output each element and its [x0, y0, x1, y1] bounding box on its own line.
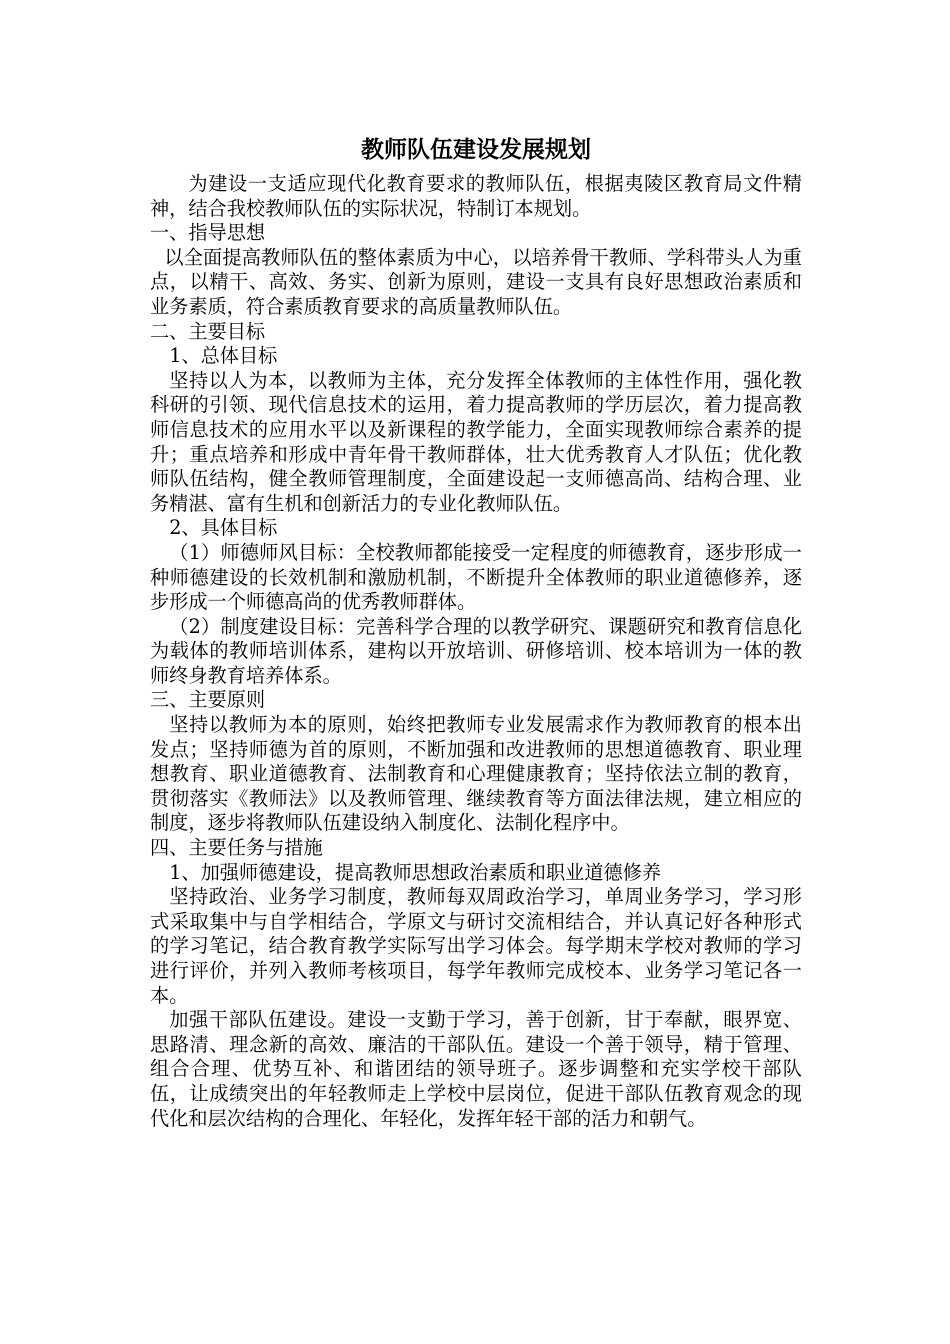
document-title: 教师队伍建设发展规划 — [361, 137, 591, 163]
principles-paragraph: 坚持以教师为本的原则，始终把教师专业发展需求作为教师教育的根本出发点；坚持师德为首的原则，不断加强和改进教师的思想道德教育、职业理想教育、职业道德教育、法制教育和心理健康教育；坚持依法立制的教育，贯彻落实《教师法》以及教师管理、继续教育等方面法律法规，建立相应的制度，逐步将教师队伍建设纳入制度化、法制化程序中。 — [150, 713, 802, 835]
subheading-ethics-building: 1、加强师德建设，提高教师思想政治素质和职业道德修养 — [169, 860, 662, 884]
document-body — [150, 172, 802, 1131]
document-page — [150, 128, 802, 1131]
overall-goal-paragraph: 坚持以人为本，以教师为主体，充分发挥全体教师的主体性作用，强化教科研的引领、现代信息技术的运用，着力提高教师的学历层次，着力提高教师信息技术的应用水平以及新课程的教学能力，全面实现教师综合素养的提升；重点培养和形成中青年骨干教师群体，壮大优秀教育人才队伍；优化教师队伍结构，健全教师管理制度，全面建设起一支师德高尚、结构合理、业务精湛、富有生机和创新活力的专业化教师队伍。 — [150, 368, 802, 515]
section-heading-guiding-ideology: 一、指导思想 — [150, 221, 266, 245]
ethics-goal-paragraph: （1）师德师风目标：全校教师都能接受一定程度的师德教育，逐步形成一种师德建设的长效机制和激励机制，不断提升全体教师的职业道德修养，逐步形成一个师德高尚的优秀教师群体。 — [150, 540, 802, 614]
subheading-overall-goal: 1、总体目标 — [169, 344, 278, 368]
section-heading-main-goals: 二、主要目标 — [150, 319, 266, 343]
cadre-building-paragraph: 加强干部队伍建设。建设一支勤于学习，善于创新，甘于奉献，眼界宽、思路清、理念新的高效、廉洁的干部队伍。建设一个善于领导，精于管理、组合合理、优势互补、和谐团结的领导班子。逐步调整和充实学校干部队伍，让成绩突出的年轻教师走上学校中层岗位，促进干部队伍教育观念的现代化和层次结构的合理化、年轻化，发挥年轻干部的活力和朝气。 — [150, 1008, 802, 1130]
intro-paragraph: 为建设一支适应现代化教育要求的教师队伍，根据夷陵区教育局文件精神，结合我校教师队伍的实际状况，特制订本规划。 — [150, 172, 802, 220]
section-heading-main-principles: 三、主要原则 — [150, 688, 266, 712]
section-heading-tasks-measures: 四、主要任务与措施 — [150, 836, 323, 860]
system-goal-paragraph: （2）制度建设目标：完善科学合理的以教学研究、课题研究和教育信息化为载体的教师培训体系，建构以开放培训、研修培训、校本培训为一体的教师终身教育培养体系。 — [150, 614, 802, 687]
subheading-specific-goals: 2、具体目标 — [169, 516, 278, 540]
guiding-ideology-paragraph: 以全面提高教师队伍的整体素质为中心，以培养骨干教师、学科带头人为重点，以精干、高效、务实、创新为原则，建设一支具有良好思想政治素质和业务素质，符合素质教育要求的高质量教师队伍。 — [150, 245, 802, 318]
study-system-paragraph: 坚持政治、业务学习制度，教师每双周政治学习，单周业务学习，学习形式采取集中与自学相结合，学原文与研讨交流相结合，并认真记好各种形式的学习笔记，结合教育教学实际写出学习体会。每学期末学校对教师的学习进行评价，并列入教师考核项目，每学年教师完成校本、业务学习笔记各一本。 — [150, 885, 802, 1007]
